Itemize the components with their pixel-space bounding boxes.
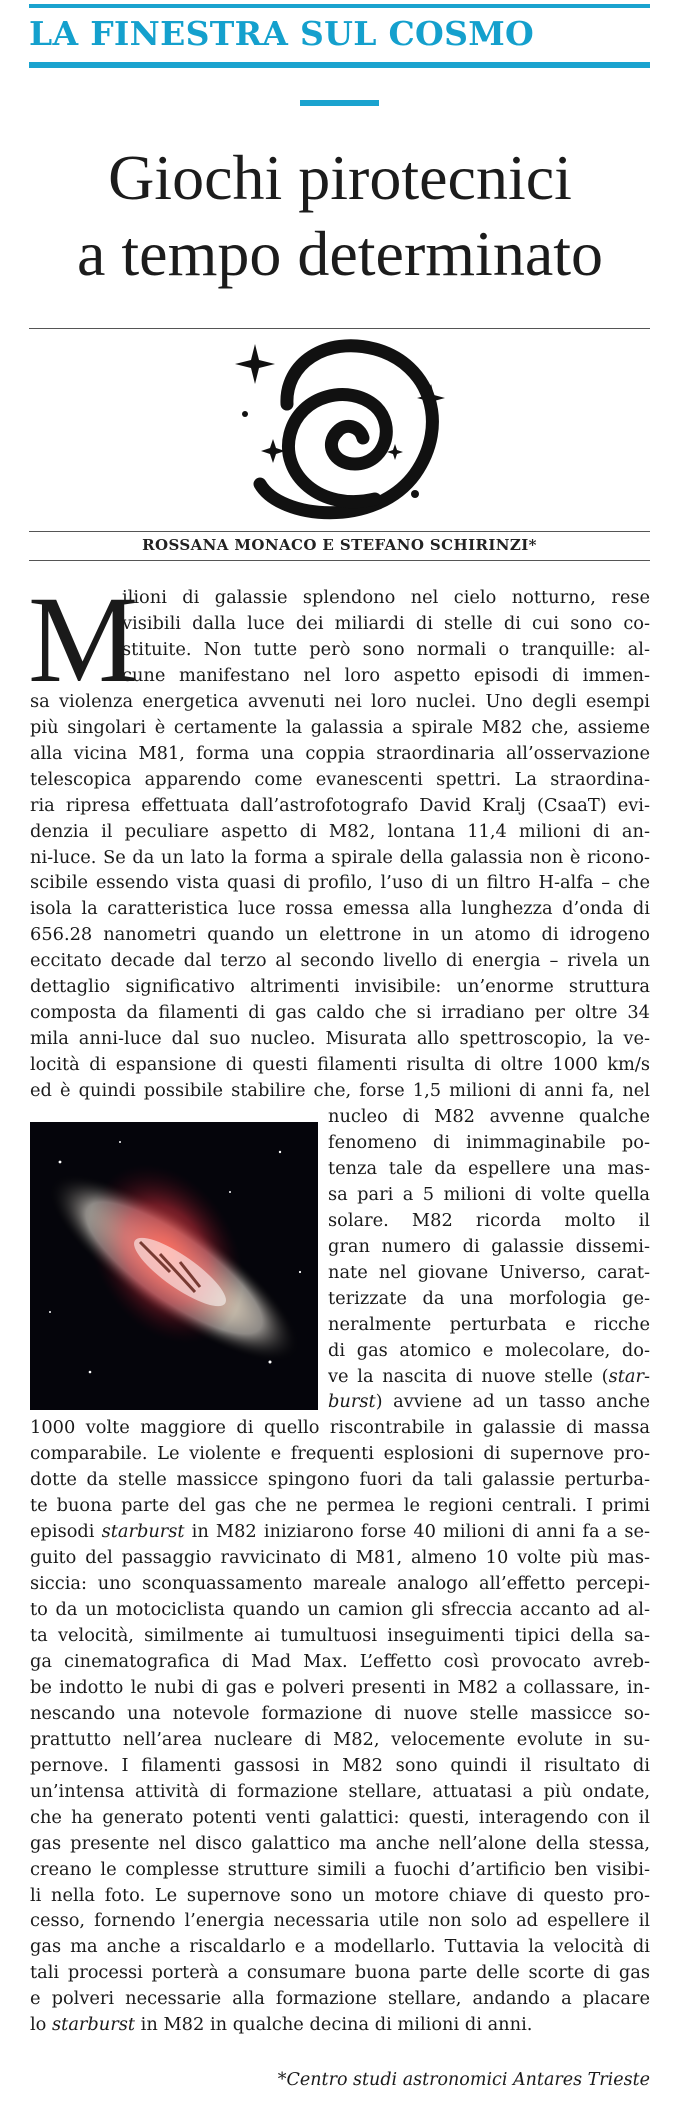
body-line: creano le complesse strutture simili a fuochi d’artificio ben visibi-	[30, 1858, 650, 1880]
spiral-galaxy-with-stars-icon	[225, 334, 455, 526]
body-line: più singolari è certamente la galassia a spirale M82 che, assieme	[30, 716, 650, 738]
body-line: 1000 volte maggiore di quello riscontrabile in galassie di massa	[30, 1417, 650, 1439]
body-line: gas ma anche a riscaldarlo e a modellarlo. Tuttavia la velocità di	[30, 1936, 650, 1958]
body-line: gran numero di galassie dissemi-	[328, 1235, 650, 1257]
body-line: fenomeno di inimmaginabile po-	[328, 1131, 650, 1153]
body-line: ilioni di galassie splendono nel cielo notturno, rese	[122, 587, 650, 608]
rubric-rule	[29, 62, 650, 68]
body-line: sa pari a 5 milioni di volte quella	[328, 1183, 650, 1205]
logo-top-rule	[29, 328, 650, 329]
body-line: to da un motociclista quando un camion gli sfreccia accanto ad al-	[30, 1599, 650, 1621]
logo-bottom-rule	[29, 531, 650, 532]
accent-dash	[300, 100, 379, 106]
body-line: cesso, fornendo l’energia necessaria utile non solo ad espellere il	[30, 1910, 650, 1932]
body-line: 656.28 nanometri quando un elettrone in un atomo di idrogeno	[30, 924, 650, 946]
body-line: dettaglio significativo altrimenti invisibile: un’enorme struttura	[30, 976, 650, 998]
body-line: guito del passaggio ravvicinato di M81, almeno 10 volte più mas-	[30, 1547, 650, 1569]
body-line: eccitato decade dal terzo al secondo livello di energia – rivela un	[30, 950, 650, 972]
body-line: be indotto le nubi di gas e polveri presenti in M82 a collassare, in-	[30, 1676, 650, 1698]
body-line: alla vicina M81, forma una coppia straordinaria all’osservazione	[30, 742, 650, 764]
body-line: te buona parte del gas che ne permea le regioni centrali. I primi	[30, 1495, 650, 1517]
body-line: un’intensa attività di formazione stellare, attuatasi a più ondate,	[30, 1780, 650, 1802]
body-line: denzia il peculiare aspetto di M82, lontana 11,4 milioni di an-	[30, 820, 650, 842]
body-line: cune manifestano nel loro aspetto episodi di immen-	[122, 664, 650, 686]
author-credit: *Centro studi astronomici Antares Trieste	[277, 2070, 650, 2090]
headline-line-1: Giochi pirotecnici	[108, 142, 572, 213]
body-line: comparabile. Le violente e frequenti esplosioni di supernove pro-	[30, 1443, 650, 1465]
body-line: dotte da stelle massicce spingono fuori da tali galassie perturba-	[30, 1469, 650, 1491]
body-line: ta velocità, similmente ai tumultuosi inseguimenti tipici della sa-	[30, 1625, 650, 1646]
body-line: nucleo di M82 avvenne qualche	[328, 1106, 650, 1127]
body-line: episodi starburst in M82 iniziarono forse 40 milioni di anni fa a se-	[30, 1521, 650, 1543]
body-line: che ha generato potenti venti galattici: questi, interagendo con il	[30, 1806, 650, 1828]
body-line: visibili dalla luce dei miliardi di stelle di cui sono co-	[122, 612, 650, 634]
body-line: telescopica apparendo come evanescenti spettri. La straordina-	[30, 768, 650, 790]
body-line: tenza tale da espellere una mas-	[328, 1157, 650, 1179]
byline: ROSSANA MONACO E STEFANO SCHIRINZI*	[142, 536, 537, 554]
galaxy-photo	[30, 1122, 318, 1410]
drop-cap: M	[28, 571, 139, 708]
body-line: nescando una notevole formazione di nuove stelle massicce so-	[30, 1702, 650, 1724]
body-line: isola la caratteristica luce rossa emessa alla lunghezza d’onda di	[30, 898, 650, 920]
body-line: neralmente perturbata e ricche	[328, 1313, 650, 1335]
body-line: solare. M82 ricorda molto il	[328, 1209, 650, 1231]
body-line: di gas atomico e molecolare, do-	[328, 1339, 650, 1361]
body-line: composta da filamenti di gas caldo che si irradiano per oltre 34	[30, 1002, 650, 1024]
body-line: mila anni-luce dal suo nucleo. Misurata allo spettroscopio, la ve-	[30, 1028, 650, 1050]
headline	[20, 140, 660, 292]
body-line: scibile essendo vista quasi di profilo, l’uso di un filtro H-alfa – che	[30, 872, 650, 894]
byline-rule	[29, 560, 650, 561]
body-line: prattutto nell’area nucleare di M82, velocemente evolute in su-	[30, 1728, 650, 1750]
body-line: nate nel giovane Universo, carat-	[328, 1261, 650, 1283]
m82-galaxy-image	[30, 1122, 318, 1410]
body-line: burst) avviene ad un tasso anche	[328, 1391, 650, 1413]
body-line: ga cinematografica di Mad Max. L’effetto così provocato avreb-	[30, 1650, 650, 1672]
body-line: sa violenza energetica avvenuti nei loro nuclei. Uno degli esempi	[30, 690, 650, 712]
body-line: locità di espansione di questi filamenti risulta di oltre 1000 km/s	[30, 1054, 650, 1076]
section-rubric: LA FINESTRA SUL COSMO	[29, 14, 535, 53]
body-line: lo starburst in M82 in qualche decina di milioni di anni.	[30, 2014, 533, 2036]
body-line: terizzate da una morfologia ge-	[328, 1287, 650, 1309]
body-line: e polveri necessarie alla formazione stellare, andando a placare	[30, 1988, 650, 2010]
body-line: pernove. I filamenti gassosi in M82 sono quindi il risultato di	[30, 1754, 650, 1776]
body-line: ed è quindi possibile stabilire che, forse 1,5 milioni di anni fa, nel	[30, 1080, 650, 1102]
headline-line-2: a tempo determinato	[76, 218, 604, 289]
body-line: siccia: uno sconquassamento mareale analogo all’effetto percepi-	[30, 1573, 650, 1595]
body-line: gas presente nel disco galattico ma anche nell’alone della stessa,	[30, 1832, 650, 1854]
body-line: ria ripresa effettuata dall’astrofotografo David Kralj (CsaaT) evi-	[30, 794, 650, 816]
body-line: li nella foto. Le supernove sono un motore chiave di questo pro-	[30, 1884, 650, 1906]
top-rule	[29, 4, 650, 8]
body-line: tali processi porterà a consumare buona parte delle scorte di gas	[30, 1962, 650, 1984]
body-line: ni-luce. Se da un lato la forma a spirale della galassia non è ricono-	[30, 846, 650, 868]
body-line: stituite. Non tutte però sono normali o tranquille: al-	[122, 638, 650, 660]
body-line: ve la nascita di nuove stelle (star-	[328, 1365, 650, 1387]
